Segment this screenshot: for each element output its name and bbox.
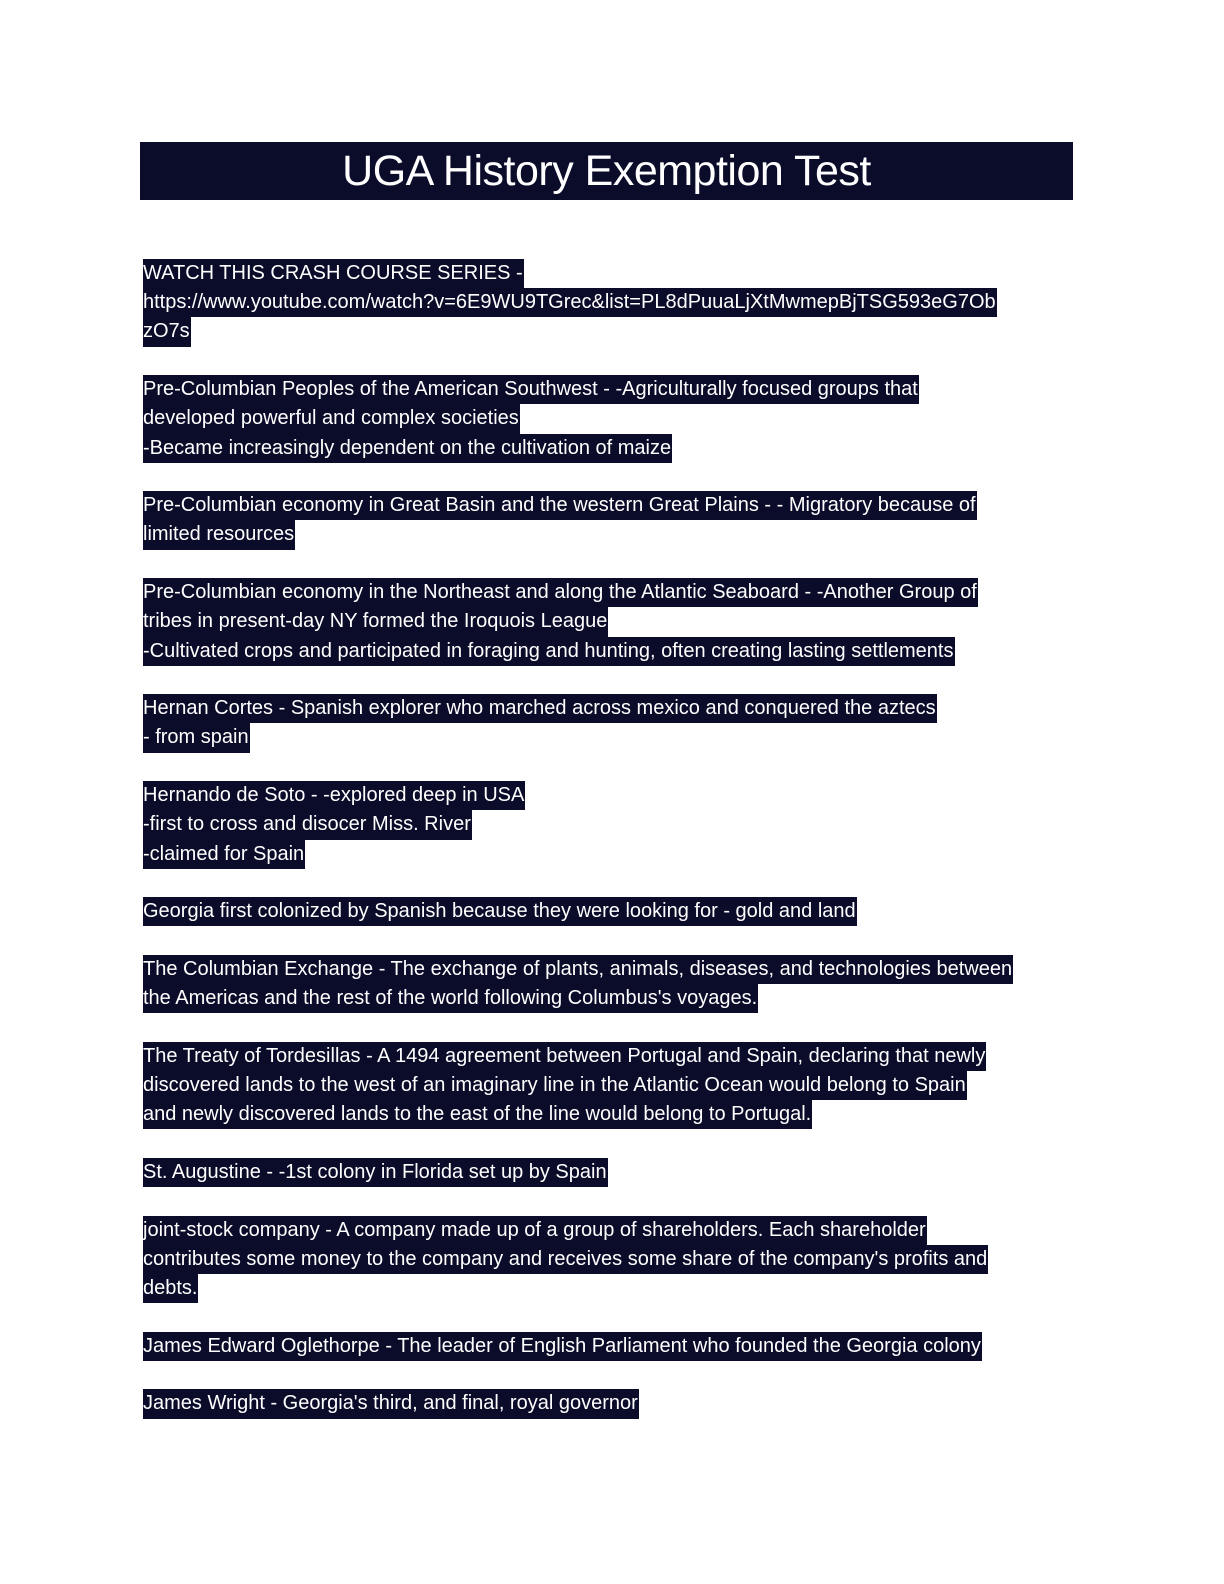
note-paragraph (143, 491, 1073, 549)
note-line: tribes in present-day NY formed the Iroquois League (143, 607, 608, 636)
note-line: https://www.youtube.com/watch?v=6E9WU9TGrec&list=PL8dPuuaLjXtMwmepBjTSG593eG7Ob (143, 288, 997, 317)
note-line: Hernando de Soto - -explored deep in USA (143, 781, 525, 810)
note-paragraph (143, 1389, 1073, 1418)
note-line: Georgia first colonized by Spanish because they were looking for - gold and land (143, 897, 857, 926)
note-line: zO7s (143, 317, 191, 346)
note-line: The Treaty of Tordesillas - A 1494 agreement between Portugal and Spain, declaring that newly (143, 1042, 986, 1071)
note-line: -Cultivated crops and participated in foraging and hunting, often creating lasting settlements (143, 637, 955, 666)
note-line: Pre-Columbian Peoples of the American Southwest - -Agriculturally focused groups that (143, 375, 919, 404)
note-line: and newly discovered lands to the east of the line would belong to Portugal. (143, 1100, 812, 1129)
note-line: Pre-Columbian economy in Great Basin and the western Great Plains - - Migratory because of (143, 491, 977, 520)
note-line: joint-stock company - A company made up of a group of shareholders. Each shareholder (143, 1216, 927, 1245)
note-paragraph (143, 1216, 1073, 1304)
note-paragraph (143, 578, 1073, 666)
note-line: James Wright - Georgia's third, and final, royal governor (143, 1389, 639, 1418)
note-line: the Americas and the rest of the world following Columbus's voyages. (143, 984, 758, 1013)
note-paragraph (143, 897, 1073, 926)
note-paragraph (143, 1158, 1073, 1187)
notes-body (143, 259, 1073, 1447)
note-paragraph (143, 1042, 1073, 1130)
page-title: UGA History Exemption Test (140, 142, 1073, 200)
note-line: WATCH THIS CRASH COURSE SERIES - (143, 259, 524, 288)
note-paragraph (143, 1332, 1073, 1361)
note-line: St. Augustine - -1st colony in Florida set up by Spain (143, 1158, 608, 1187)
note-paragraph (143, 694, 1073, 752)
note-paragraph (143, 375, 1073, 463)
note-line: developed powerful and complex societies (143, 404, 520, 433)
note-line: -Became increasingly dependent on the cultivation of maize (143, 434, 672, 463)
note-line: discovered lands to the west of an imaginary line in the Atlantic Ocean would belong to Spain (143, 1071, 967, 1100)
note-line: contributes some money to the company and receives some share of the company's profits and (143, 1245, 988, 1274)
note-paragraph (143, 781, 1073, 869)
note-paragraph (143, 955, 1073, 1013)
note-line: Pre-Columbian economy in the Northeast and along the Atlantic Seaboard - -Another Group of (143, 578, 978, 607)
note-line: The Columbian Exchange - The exchange of plants, animals, diseases, and technologies between (143, 955, 1013, 984)
note-line: limited resources (143, 520, 295, 549)
note-paragraph (143, 259, 1073, 347)
note-line: - from spain (143, 723, 250, 752)
note-line: Hernan Cortes - Spanish explorer who marched across mexico and conquered the aztecs (143, 694, 937, 723)
note-line: -claimed for Spain (143, 840, 305, 869)
note-line: James Edward Oglethorpe - The leader of English Parliament who founded the Georgia colony (143, 1332, 982, 1361)
note-line: debts. (143, 1274, 198, 1303)
note-line: -first to cross and disocer Miss. River (143, 810, 472, 839)
